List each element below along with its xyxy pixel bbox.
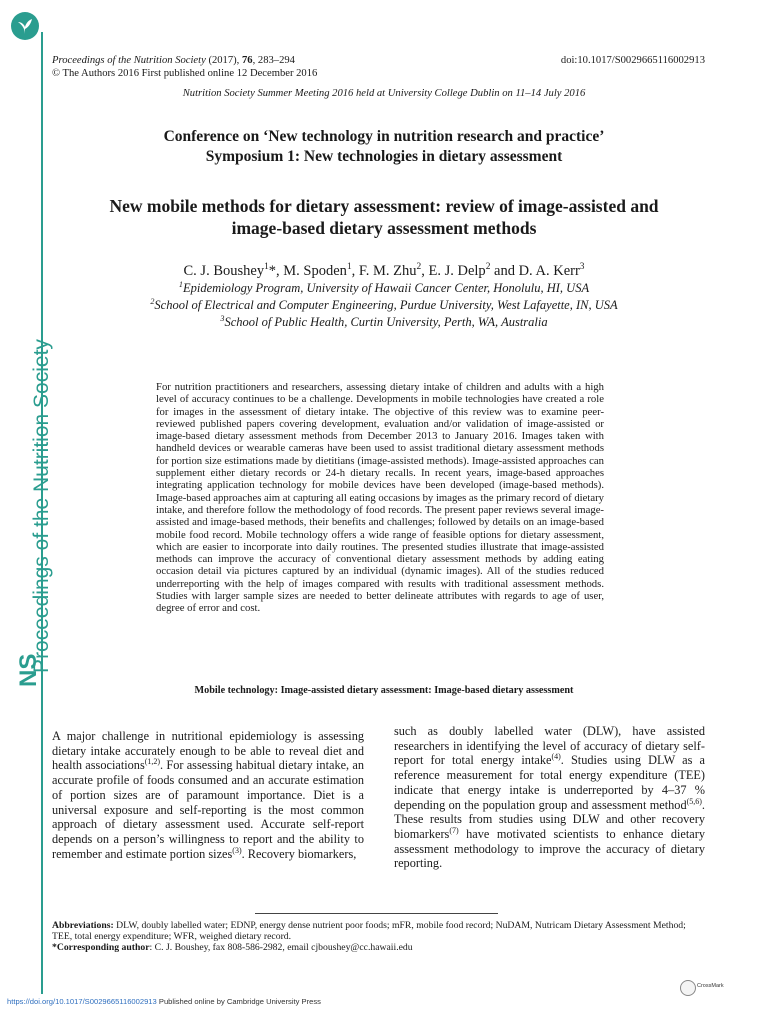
citation-ref[interactable]: (4) xyxy=(551,752,561,762)
author-name: C. J. Boushey xyxy=(183,263,265,279)
author-list: C. J. Boushey$^1$*, M. Spoden$^1$, F. M. Zhu$^2$, E. J. Delp$^2$ and D. A. Kerr$^3$ xyxy=(183,262,585,279)
citation-ref[interactable]: (1,2) xyxy=(144,757,161,767)
body-column-left: A major challenge in nutritional epidemiology is assessing dietary intake accurately enough to be able to reveal diet and health associations$^{(1,2)}$. For assessing habitual dietary intake, an accurate profile of foods consumed and an accurate estimation of portion sizes are of paramount importance. Diet is a universal exposure and self-reporting is the most common approach of dietary assessment used. Accurate self-report depends on a person’s willingness to report and the ability to remember and estimate portion sizes$^{(3)}$. Recovery biomarkers, xyxy=(52,729,364,861)
corresponding-mark: * xyxy=(268,263,277,279)
author-affiliation-mark: 1 xyxy=(346,262,352,273)
abstract: For nutrition practitioners and researchers, assessing dietary intake of children and adults with a high level of accuracy continues to be a challenge. Developments in mobile technologies have created a role for images in the assessment of dietary intake. The objective of this review was to examine peer-reviewed published papers covering development, evaluation and/or validation of image-assisted or image-based dietary assessment methods from December 2013 to January 2016. Images taken with handheld devices or wearable cameras have been used to assist traditional dietary assessment methods for portion size estimations made by dietitians (image-assisted methods). Image-assisted approaches can supplement either dietary records or 24-h dietary recalls. In recent years, image-based approaches integrating application technology for mobile devices have been developed (image-based methods). Image-based approaches aim at capturing all eating occasions by images as the primary record of dietary intake, and therefore follow the methodology of food records. The present paper reviews several image-assisted and image-based methods, their benefits and challenges; followed by details on an image-based mobile food record. Mobile technology offers a wide range of feasible options for dietary assessment, which are easier to incorporate into daily routines. The presented studies illustrate that image-assisted methods can improve the accuracy of conventional dietary assessment methods by adding eating occasion detail via pictures captured by an individual (dynamic images). All of the studies reduced underreporting with the help of images compared with results with traditional assessment methods. Studies with larger sample sizes are needed to better delineate attributes with regards to age of user, degree of error and cost. xyxy=(156,381,604,615)
affiliation-2: $^2$School of Electrical and Computer Engineering, Purdue University, West Lafayette, IN, USA xyxy=(150,296,618,312)
keywords: Mobile technology: Image-assisted dietary assessment: Image-based dietary assessment xyxy=(194,685,574,696)
citation-ref[interactable]: (7) xyxy=(449,825,459,835)
crossmark-icon xyxy=(680,980,696,996)
author-name: E. J. Delp xyxy=(428,263,486,279)
conference-title: Conference on ‘New technology in nutrition research and practice’ Symposium 1: New technologies in dietary assessment xyxy=(163,128,605,165)
footnote-rule xyxy=(255,913,498,914)
author-affiliation-mark: 3 xyxy=(579,262,585,273)
body-column-right: such as doubly labelled water (DLW), have assisted researchers in identifying the level of accuracy of dietary self-report for total energy intake$^{(4)}$. Studies using DLW as a reference measurement for total energy expenditure (TEE) indicate that energy intake is underreported by 4–37 % depending on the population group and assessment method$^{(5,6)}$. These results from studies using DLW and other recovery biomarkers$^{(7)}$ have motivated scientists to enhance dietary assessment methodology to improve the accuracy of dietary reporting. xyxy=(394,724,705,871)
footnote: Abbreviations: DLW, doubly labelled water; EDNP, energy dense nutrient poor foods; mFR, mobile food record; NuDAM, Nutricam Dietary Assessment Method; TEE, total energy expenditure; WFR, weighed dietary record. *Corresponding author: C. J. Boushey, fax 808-586-2982, email cjboushey@cc.hawaii.edu xyxy=(52,920,686,954)
copyright-line: © The Authors 2016 First published online 12 December 2016 xyxy=(52,68,318,79)
affiliation-3: $^3$School of Public Health, Curtin University, Perth, WA, Australia xyxy=(220,313,548,329)
affiliation-1: $^1$Epidemiology Program, University of Hawaii Cancer Center, Honolulu, HI, USA xyxy=(178,279,590,295)
author-affiliation-mark: 2 xyxy=(485,262,491,273)
doi-link[interactable]: https://doi.org/10.1017/S0029665116002913 xyxy=(7,997,157,1006)
crossmark-badge[interactable]: CrossMark xyxy=(680,980,718,996)
author-name: F. M. Zhu xyxy=(358,263,417,279)
doi[interactable]: doi:10.1017/S0029665116002913 xyxy=(560,55,705,66)
author-name: D. A. Kerr xyxy=(518,263,580,279)
svg-text:NS: NS xyxy=(15,653,42,687)
journal-citation: Proceedings of the Nutrition Society (2017), 76, 283–294 xyxy=(52,55,295,66)
citation-ref[interactable]: (5,6) xyxy=(686,796,702,806)
published-by-line: https://doi.org/10.1017/S0029665116002913 Published online by Cambridge University Press xyxy=(7,997,321,1006)
author-affiliation-mark: 1 xyxy=(264,262,269,273)
meeting-line: Nutrition Society Summer Meeting 2016 held at University College Dublin on 11–14 July 2016 xyxy=(182,88,586,99)
citation-ref[interactable]: (3) xyxy=(232,845,242,855)
author-affiliation-mark: 2 xyxy=(416,262,422,273)
article-title: New mobile methods for dietary assessment: review of image-assisted and image-based dietary assessment methods xyxy=(109,196,659,238)
society-leaf-icon xyxy=(11,12,39,40)
author-name: M. Spoden xyxy=(283,263,347,279)
journal-vertical-title: Proceedings of the Nutrition Society xyxy=(30,339,53,673)
